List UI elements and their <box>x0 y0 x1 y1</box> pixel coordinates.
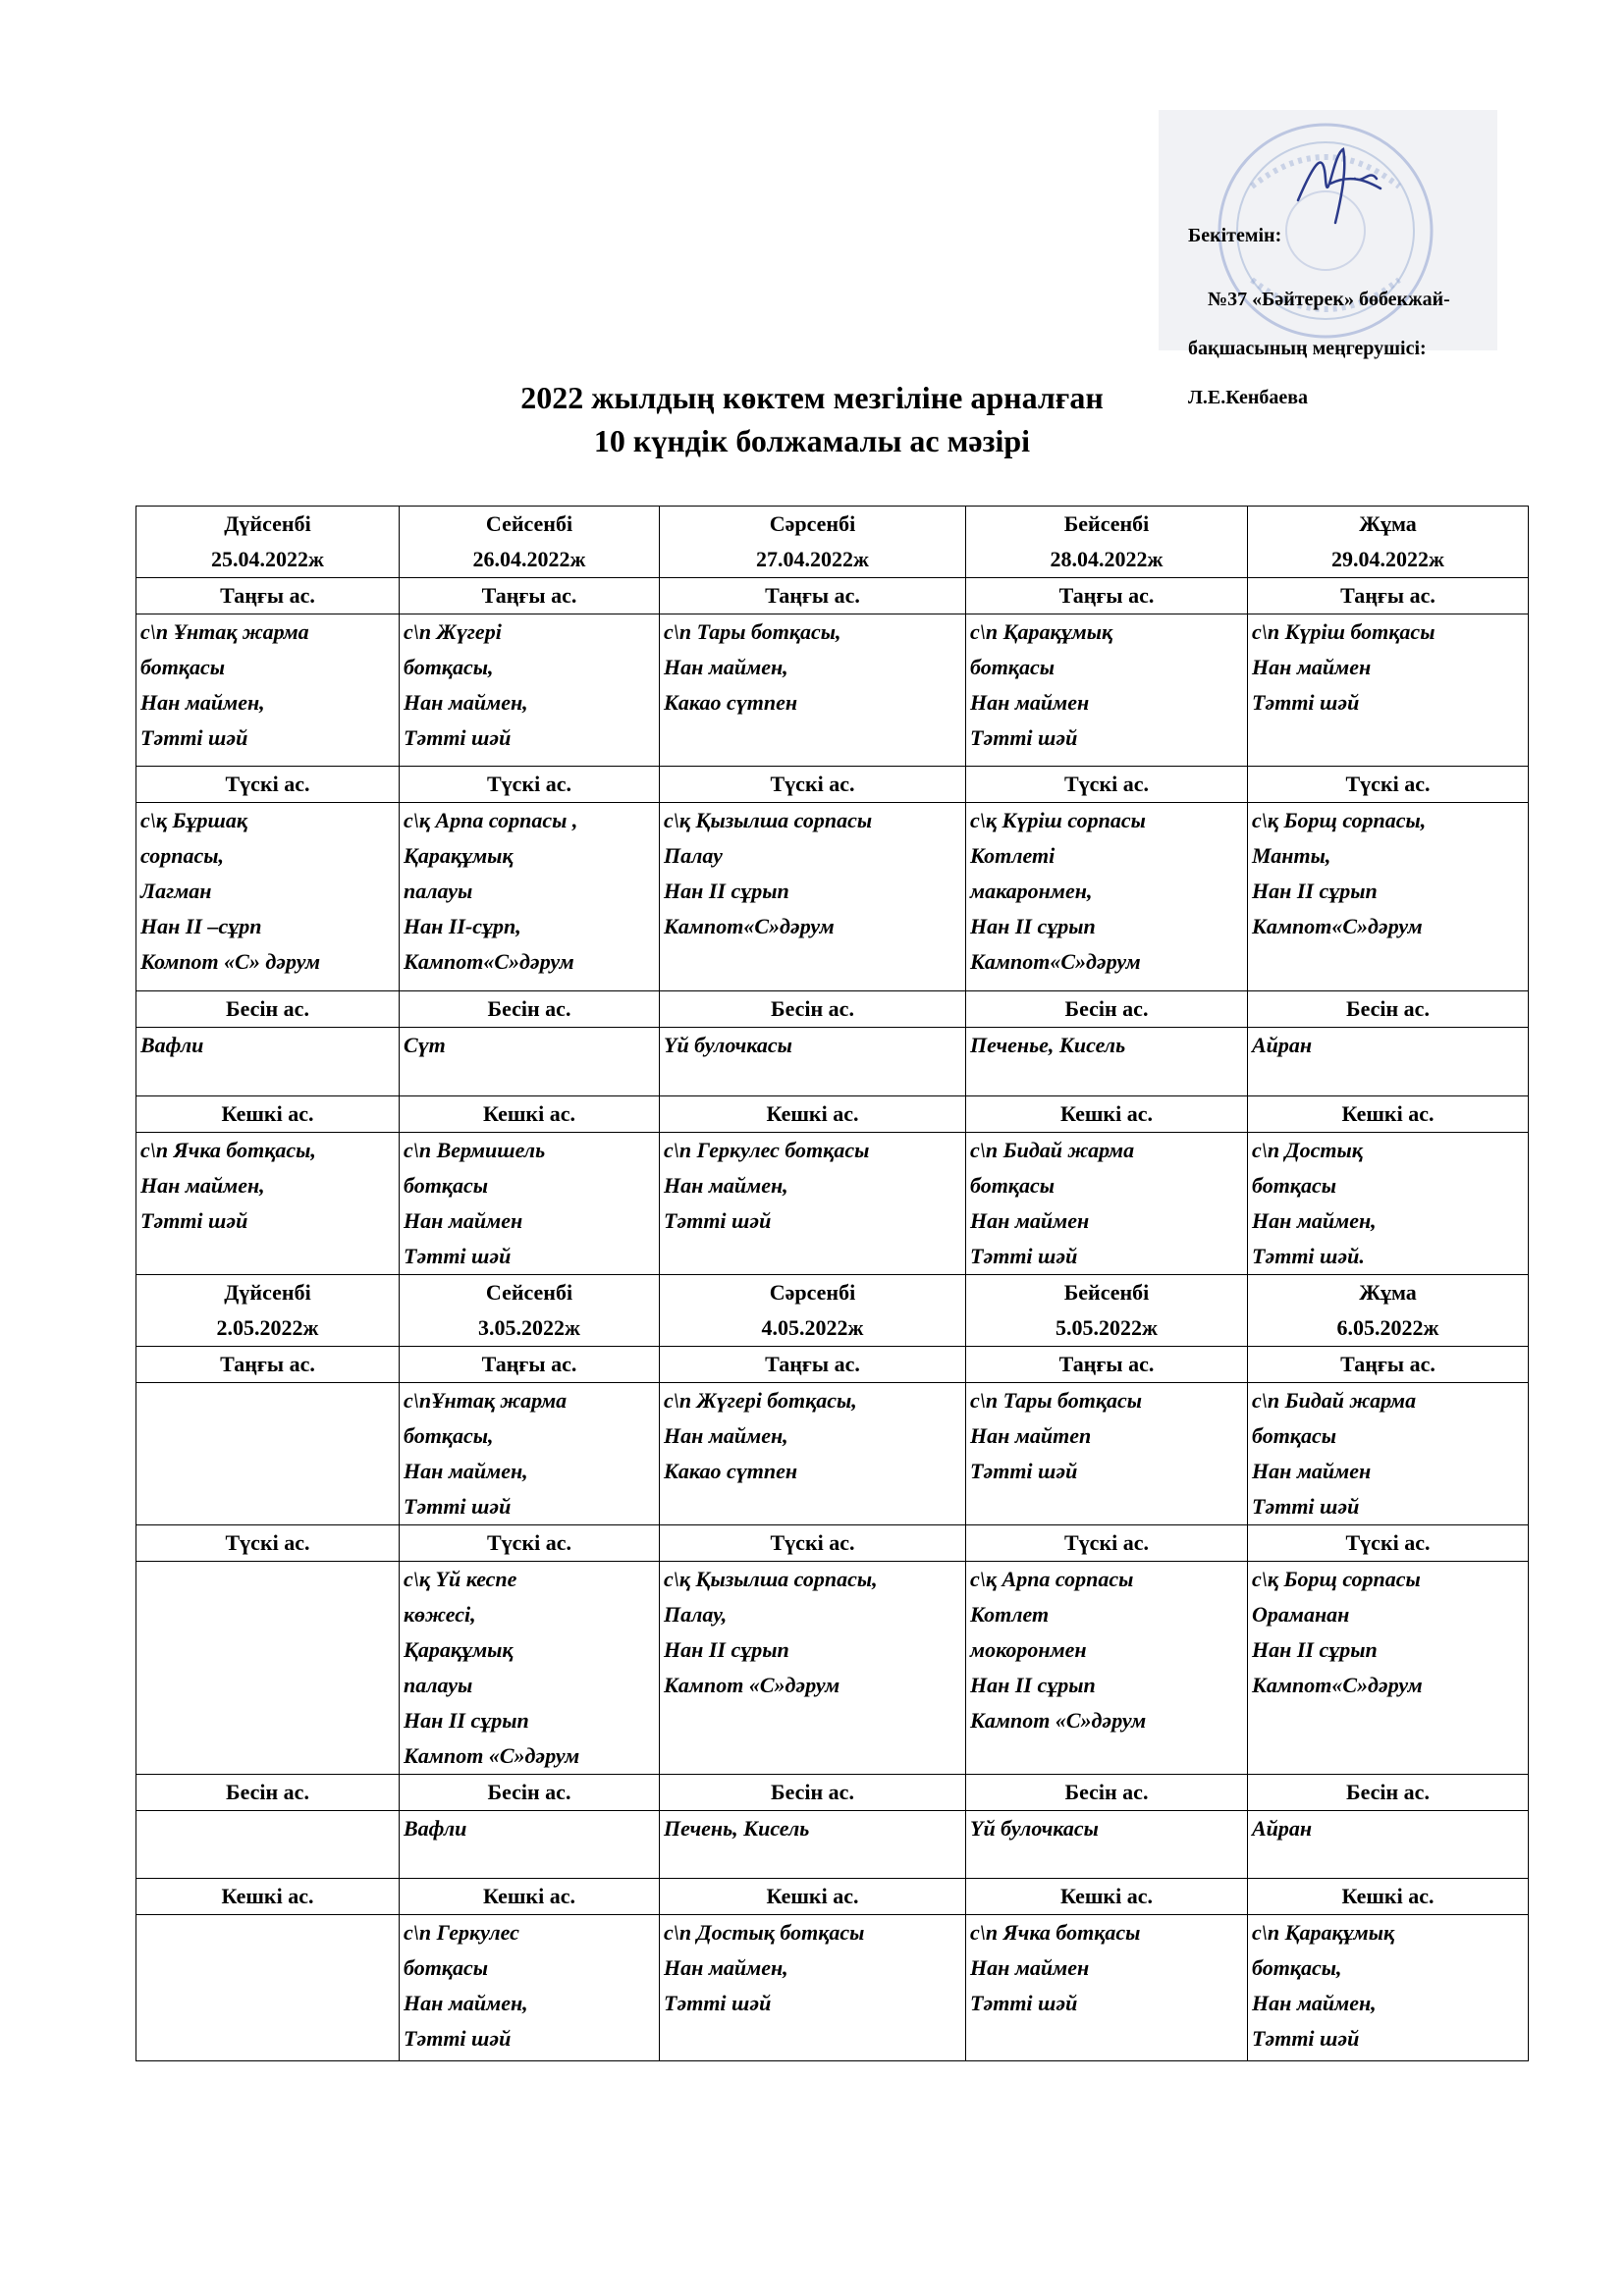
meal-label: Түскі ас. <box>136 767 400 803</box>
meal-label: Таңғы ас. <box>966 1347 1248 1383</box>
day-name: Бейсенбі <box>1063 1280 1150 1305</box>
approval-line: №37 «Бәйтерек» бөбекжай- <box>1208 289 1450 310</box>
day-header-row <box>136 1275 1529 1347</box>
meal-label: Таңғы ас. <box>136 1347 400 1383</box>
meal-label: Кешкі ас. <box>1248 1096 1529 1133</box>
dish-cell: с\қ Үй кеспе көжесі, Қарақұмық палауы Нан II сұрып Кампот «С»дәрум <box>400 1562 660 1775</box>
meal-label: Кешкі ас. <box>966 1879 1248 1915</box>
day-header-cell <box>1248 1275 1529 1347</box>
meal-label: Түскі ас. <box>660 1525 966 1562</box>
meal-label: Кешкі ас. <box>660 1879 966 1915</box>
dish-cell: с\қ Арпа сорпасы Котлет мокоронмен Нан II сұрып Кампот «С»дәрум <box>966 1562 1248 1775</box>
meal-label: Бесін ас. <box>966 1775 1248 1811</box>
day-date: 3.05.2022ж <box>478 1315 580 1340</box>
dish-cell: с\п Тары ботқасы Нан майmen Тәтті шәй <box>966 1383 1248 1525</box>
dish-cell <box>136 1383 400 1525</box>
dish-cell: с\п Геркулес ботқасы Нан маймен, Тәтті шәй <box>660 1133 966 1275</box>
day-header-cell <box>660 507 966 578</box>
dish-cell: с\п Қарақұмық ботқасы, Нан маймен, Тәтті шәй <box>1248 1915 1529 2061</box>
dish-cell: Сүт <box>400 1028 660 1096</box>
day-header-cell <box>400 507 660 578</box>
dish-cell: с\п Тары ботқасы, Нан маймен, Какао сүтпен <box>660 614 966 767</box>
meal-label: Кешкі ас. <box>400 1879 660 1915</box>
day-header-cell <box>136 1275 400 1347</box>
dish-cell: с\қ Күріш сорпасы Котлеті макаронмен, Нан II сұрып Кампот«С»дәрум <box>966 803 1248 991</box>
day-name: Сәрсенбі <box>769 1280 856 1305</box>
meal-label: Түскі ас. <box>136 1525 400 1562</box>
meal-label-row <box>136 1879 1529 1915</box>
dish-cell: с\пҰнтақ жарма ботқасы, Нан маймен, Тәтті шәй <box>400 1383 660 1525</box>
dish-cell: с\қ Бұршақ сорпасы, Лагман Нан II –сұрп Компот «С» дәрум <box>136 803 400 991</box>
dish-cell: с\қ Қызылша сорпасы Палау Нан II сұрып Кампот«С»дәрум <box>660 803 966 991</box>
approval-line: Л.Е.Кенбаева <box>1188 387 1309 408</box>
approval-title: Бекітемін: <box>1188 225 1282 246</box>
meal-label: Таңғы ас. <box>660 1347 966 1383</box>
dish-cell: с\п Ячка ботқасы Нан маймен Тәтті шәй <box>966 1915 1248 2061</box>
meal-label: Түскі ас. <box>1248 1525 1529 1562</box>
day-name: Бейсенбі <box>1063 511 1150 536</box>
meal-label: Бесін ас. <box>400 1775 660 1811</box>
menu-table <box>135 506 1529 2061</box>
meal-label-row <box>136 1096 1529 1133</box>
day-name: Сейсенбі <box>485 511 573 536</box>
day-date: 29.04.2022ж <box>1331 547 1444 571</box>
meal-label: Түскі ас. <box>400 1525 660 1562</box>
dish-cell: с\п Қарақұмық ботқасы Нан маймен Тәтті шәй <box>966 614 1248 767</box>
day-name: Жұма <box>1359 511 1417 536</box>
dish-cell: с\п Достық ботқасы Нан маймен, Тәтті шәй <box>660 1915 966 2061</box>
meal-label: Таңғы ас. <box>400 1347 660 1383</box>
day-header-cell <box>966 1275 1248 1347</box>
dish-cell: с\п Бидай жарма ботқасы Нан маймен Тәтті шәй <box>1248 1383 1529 1525</box>
day-header-cell <box>136 507 400 578</box>
day-date: 27.04.2022ж <box>756 547 869 571</box>
meal-label: Кешкі ас. <box>400 1096 660 1133</box>
meal-label: Таңғы ас. <box>1248 1347 1529 1383</box>
dish-row <box>136 1383 1529 1525</box>
dish-cell: с\қ Қызылша сорпасы, Палау, Нан II сұрып Кампот «С»дәрум <box>660 1562 966 1775</box>
meal-label: Кешкі ас. <box>660 1096 966 1133</box>
dish-cell: Айран <box>1248 1811 1529 1879</box>
dish-cell: Печень, Кисель <box>660 1811 966 1879</box>
day-name: Сейсенбі <box>485 1280 573 1305</box>
document-title <box>0 376 1624 462</box>
dish-row <box>136 1562 1529 1775</box>
day-header-cell <box>1248 507 1529 578</box>
approval-line: бақшасының меңгерушісі: <box>1188 338 1427 359</box>
meal-label: Бесін ас. <box>136 1775 400 1811</box>
meal-label: Таңғы ас. <box>966 578 1248 614</box>
meal-label: Кешкі ас. <box>1248 1879 1529 1915</box>
day-date: 2.05.2022ж <box>216 1315 319 1340</box>
dish-cell: с\қ Борщ сорпасы, Манты, Нан II сұрып Кампот«С»дәрум <box>1248 803 1529 991</box>
meal-label: Бесін ас. <box>1248 1775 1529 1811</box>
dish-cell: Үй булочкасы <box>966 1811 1248 1879</box>
meal-label: Таңғы ас. <box>400 578 660 614</box>
day-header-cell <box>966 507 1248 578</box>
dish-row <box>136 1133 1529 1275</box>
day-date: 26.04.2022ж <box>472 547 586 571</box>
meal-label: Бесін ас. <box>660 991 966 1028</box>
dish-row <box>136 614 1529 767</box>
meal-label: Бесін ас. <box>660 1775 966 1811</box>
meal-label: Кешкі ас. <box>966 1096 1248 1133</box>
dish-cell: Вафли <box>400 1811 660 1879</box>
day-name: Жұма <box>1359 1280 1417 1305</box>
dish-cell: с\п Ячка ботқасы, Нан маймен, Тәтті шәй <box>136 1133 400 1275</box>
day-date: 28.04.2022ж <box>1050 547 1164 571</box>
dish-cell: с\п Достық ботқасы Нан маймен, Тәтті шәй. <box>1248 1133 1529 1275</box>
dish-row <box>136 1915 1529 2061</box>
dish-row <box>136 1811 1529 1879</box>
dish-cell: Айран <box>1248 1028 1529 1096</box>
meal-label: Түскі ас. <box>966 1525 1248 1562</box>
meal-label: Кешкі ас. <box>136 1879 400 1915</box>
meal-label-row <box>136 767 1529 803</box>
meal-label-row <box>136 578 1529 614</box>
meal-label: Таңғы ас. <box>136 578 400 614</box>
meal-label: Таңғы ас. <box>660 578 966 614</box>
meal-label: Бесін ас. <box>1248 991 1529 1028</box>
title-line: 2022 жылдың көктем мезгіліне арналған <box>520 380 1104 415</box>
meal-label-row <box>136 1775 1529 1811</box>
approval-stamp-block <box>1159 110 1497 408</box>
dish-cell <box>136 1562 400 1775</box>
dish-cell: Печенье, Кисель <box>966 1028 1248 1096</box>
day-date: 4.05.2022ж <box>761 1315 864 1340</box>
meal-label: Түскі ас. <box>966 767 1248 803</box>
meal-label: Түскі ас. <box>400 767 660 803</box>
day-name: Дүйсенбі <box>224 1280 311 1305</box>
dish-cell: с\п Жүгері ботқасы, Нан маймен, Тәтті шәй <box>400 614 660 767</box>
dish-cell: с\п Вермишель ботқасы Нан маймен Тәтті шәй <box>400 1133 660 1275</box>
dish-cell: с\п Жүгері ботқасы, Нан маймен, Какао сүтпен <box>660 1383 966 1525</box>
dish-cell: с\п Бидай жарма ботқасы Нан маймен Тәтті шәй <box>966 1133 1248 1275</box>
meal-label: Таңғы ас. <box>1248 578 1529 614</box>
dish-cell: Үй булочкасы <box>660 1028 966 1096</box>
day-header-cell <box>660 1275 966 1347</box>
meal-label: Бесін ас. <box>136 991 400 1028</box>
dish-cell <box>136 1915 400 2061</box>
meal-label: Түскі ас. <box>1248 767 1529 803</box>
dish-cell: с\п Ұнтақ жарма ботқасы Нан маймен, Тәтті шәй <box>136 614 400 767</box>
day-date: 5.05.2022ж <box>1056 1315 1158 1340</box>
dish-cell: с\қ Борщ сорпасы Ораманан Нан II сұрып Кампот«С»дәрум <box>1248 1562 1529 1775</box>
title-line: 10 күндік болжамалы ас мәзірі <box>593 423 1031 458</box>
dish-row <box>136 803 1529 991</box>
meal-label: Түскі ас. <box>660 767 966 803</box>
day-date: 6.05.2022ж <box>1336 1315 1439 1340</box>
meal-label-row <box>136 1525 1529 1562</box>
meal-label-row <box>136 1347 1529 1383</box>
dish-cell <box>136 1811 400 1879</box>
day-name: Дүйсенбі <box>224 511 311 536</box>
meal-label: Бесін ас. <box>966 991 1248 1028</box>
dish-cell: Вафли <box>136 1028 400 1096</box>
meal-label: Кешкі ас. <box>136 1096 400 1133</box>
dish-cell: с\п Геркулес ботқасы Нан маймен, Тәтті шәй <box>400 1915 660 2061</box>
dish-cell: с\п Күріш ботқасы Нан маймен Тәтті шәй <box>1248 614 1529 767</box>
day-name: Сәрсенбі <box>769 511 856 536</box>
meal-label: Бесін ас. <box>400 991 660 1028</box>
meal-label-row <box>136 991 1529 1028</box>
dish-row <box>136 1028 1529 1096</box>
dish-cell: с\қ Арпа сорпасы , Қарақұмық палауы Нан II-сұрп, Кампот«С»дәрум <box>400 803 660 991</box>
day-date: 25.04.2022ж <box>211 547 324 571</box>
day-header-cell <box>400 1275 660 1347</box>
day-header-row <box>136 507 1529 578</box>
